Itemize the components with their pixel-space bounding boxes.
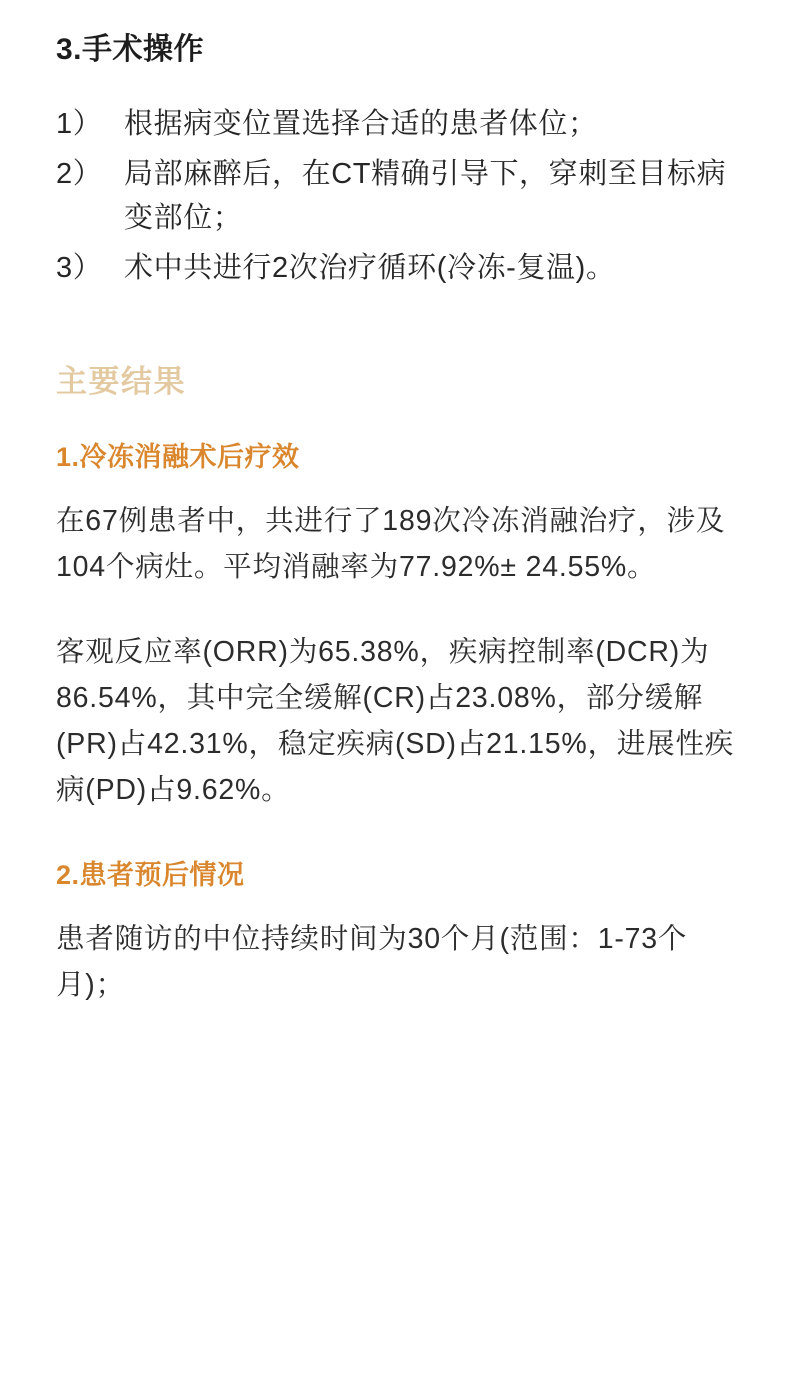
- list-item-text: 根据病变位置选择合适的患者体位；: [124, 108, 598, 140]
- list-item-marker: 1）: [56, 108, 103, 140]
- spacer: [56, 296, 744, 356]
- list-item-marker: 3）: [56, 252, 103, 285]
- efficacy-paragraph-1: 在67例患者中，共进行了189次冷冻消融治疗，涉及104个病灶。平均消融率为77.92%± 24.55%。: [56, 505, 726, 584]
- list-item: [56, 246, 744, 290]
- operation-steps-list: [56, 102, 744, 290]
- list-item: [56, 152, 744, 240]
- subsection-prognosis-heading: 2.患者预后情况: [56, 860, 245, 891]
- efficacy-paragraph-2: 客观反应率(ORR)为65.38%，疾病控制率(DCR)为86.54%，其中完全缓解(CR)占23.08%，部分缓解(PR)占42.31%，稳定疾病(SD)占21.15%，进展性疾病(PD)占9.62%。: [56, 635, 735, 807]
- list-item-text: 局部麻醉后，在CT精确引导下，穿刺至目标病变部位；: [124, 158, 727, 235]
- list-item-text: 术中共进行2次治疗循环(冷冻-复温)。: [124, 252, 616, 285]
- subsection-efficacy-heading: 1.冷冻消融术后疗效: [56, 442, 300, 473]
- prognosis-paragraph-1: 患者随访的中位持续时间为30个月(范围：1-73个月)；: [56, 923, 688, 1002]
- results-heading: 主要结果: [56, 364, 186, 400]
- list-item: [56, 102, 744, 146]
- page-title: 3.手术操作: [56, 33, 205, 66]
- spacer: [56, 813, 744, 853]
- list-item-marker: 2）: [56, 158, 103, 191]
